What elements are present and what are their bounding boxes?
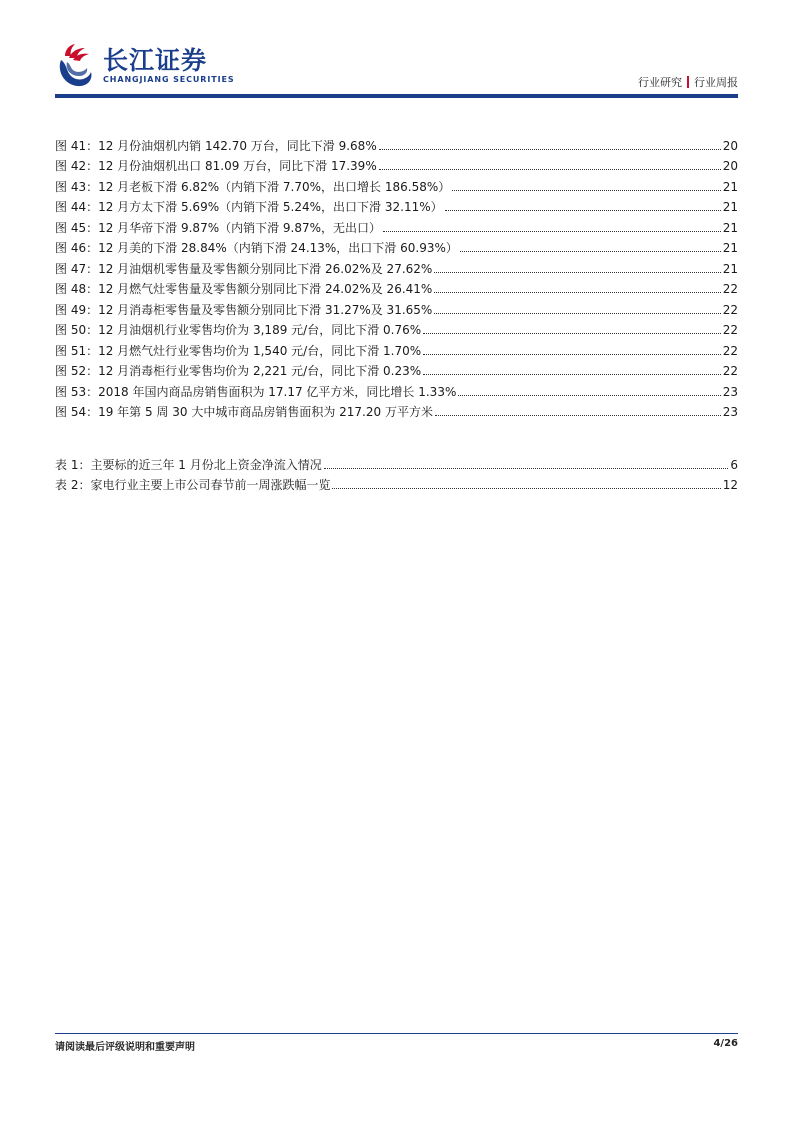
toc-entry[interactable]: 表 2：家电行业主要上市公司春节前一周涨跌幅一览 12 xyxy=(55,478,738,492)
toc-entry[interactable]: 图 47：12 月油烟机零售量及零售额分别同比下滑 26.02%及 27.62% 21 xyxy=(55,261,738,276)
toc-entry[interactable]: 图 44：12 月方太下滑 5.69%（内销下滑 5.24%，出口下滑 32.11%） 21 xyxy=(55,200,738,214)
logo-emblem-icon xyxy=(55,42,95,90)
brand-name-en: CHANGJIANG SECURITIES xyxy=(103,75,235,84)
disclaimer-text: 请阅读最后评级说明和重要声明 xyxy=(55,1042,195,1053)
toc-entry[interactable]: 图 49：12 月消毒柜零售量及零售额分别同比下滑 31.27%及 31.65% 22 xyxy=(55,302,738,317)
report-category xyxy=(638,74,738,90)
toc-entry[interactable]: 图 51：12 月燃气灶行业零售均价为 1,540 元/台，同比下滑 1.70% 22 xyxy=(55,343,738,358)
report-type-label: 行业周报 xyxy=(694,76,738,89)
brand-name-cn: 长江证券 xyxy=(103,46,208,75)
table-list xyxy=(55,452,738,493)
footer-rule xyxy=(55,1033,738,1034)
page-header xyxy=(55,36,738,100)
toc-entry[interactable]: 表 1：主要标的近三年 1 月份北上资金净流入情况 6 xyxy=(55,457,738,472)
company-logo xyxy=(55,40,235,92)
section-label: 行业研究 xyxy=(638,76,682,89)
toc-entry[interactable]: 图 48：12 月燃气灶零售量及零售额分别同比下滑 24.02%及 26.41% 22 xyxy=(55,282,738,296)
header-divider xyxy=(687,76,689,88)
toc-entry[interactable]: 图 42：12 月份油烟机出口 81.09 万台，同比下滑 17.39% 20 xyxy=(55,159,738,173)
toc-entry[interactable]: 图 45：12 月华帝下滑 9.87%（内销下滑 9.87%，无出口） 21 xyxy=(55,220,738,235)
toc-entry[interactable]: 图 46：12 月美的下滑 28.84%（内销下滑 24.13%，出口下滑 60.93%） 21 xyxy=(55,241,738,255)
toc-entry[interactable]: 图 41：12 月份油烟机内销 142.70 万台，同比下滑 9.68% 20 xyxy=(55,138,738,153)
header-rule xyxy=(55,94,738,98)
toc-entry[interactable]: 图 53：2018 年国内商品房销售面积为 17.17 亿平方米，同比增长 1.33% 23 xyxy=(55,384,738,399)
toc-entry[interactable]: 图 50：12 月油烟机行业零售均价为 3,189 元/台，同比下滑 0.76% 22 xyxy=(55,323,738,337)
figure-list xyxy=(55,133,738,420)
toc-entry[interactable]: 图 52：12 月消毒柜行业零售均价为 2,221 元/台，同比下滑 0.23% 22 xyxy=(55,364,738,378)
page-number: 4/26 xyxy=(713,1038,738,1049)
toc-entry[interactable]: 图 43：12 月老板下滑 6.82%（内销下滑 7.70%，出口增长 186.58%） 21 xyxy=(55,179,738,194)
toc-entry[interactable]: 图 54：19 年第 5 周 30 大中城市商品房销售面积为 217.20 万平方米 23 xyxy=(55,405,738,419)
